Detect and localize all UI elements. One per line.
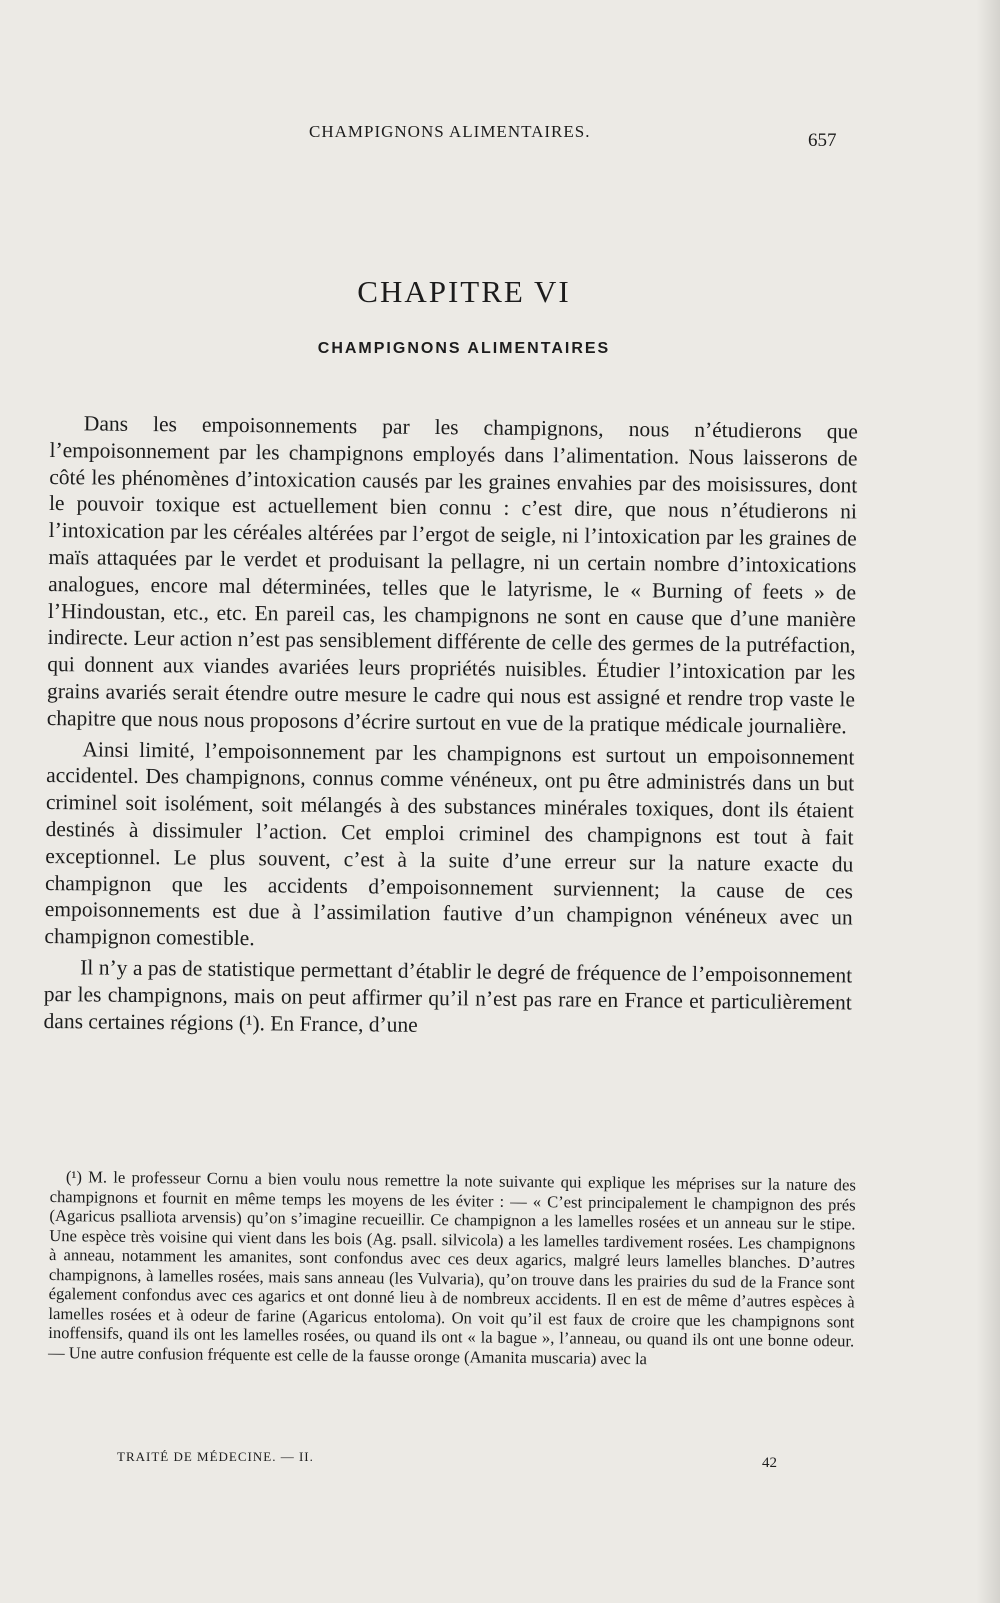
footer-title: TRAITÉ DE MÉDECINE. — II. — [117, 1449, 314, 1464]
running-head: CHAMPIGNONS ALIMENTAIRES. — [309, 122, 591, 141]
page-number: 657 — [808, 130, 837, 151]
paragraph: Ainsi limité, l’empoisonnement par les champignons est surtout un empoisonnement accidentel. Des champignons, connus comme vénéneux, ont pu être administrés dans un but criminel soit isolément, soit mélangés à des substances minérales toxiques, dont ils étaient destinés à dissimuler l’action. Cet emploi criminel des champignons est tout à fait exceptionnel. Le plus souvent, c’est à la suite d’une erreur sur la nature exacte du champignon que les accidents d’empoisonnement surviennent; la cause de ces empoisonnements est due à l’assimilation fautive d’un champignon vénéneux avec un champignon comestible. — [44, 736, 855, 951]
page-edge-shadow — [976, 0, 1000, 1603]
paragraph: Dans les empoisonnements par les champignons, nous n’étudierons que l’empoisonnement par les champignons employés dans l’alimentation. Nous laisserons de côté les phénomènes d’intoxication causés par les graines envahies par des moisissures, dont le pouvoir toxique est actuellement bien connu : c’est dire, que nous n’étudierons ni l’intoxication par les céréales altérées par l’ergot de seigle, ni l’intoxication par les graines de maïs attaquées par le verdet et produisant la pellagre, ni un certain nombre d’intoxications analogues, encore mal déterminées, telles que le latyrisme, le « Burning of feets » de l’Hindoustan, etc., etc. En pareil cas, les champignons ne sont en cause que d’une manière indirecte. Leur action n’est pas sensiblement différente de celle des germes de la putréfaction, qui donnent aux viandes avariées leurs propriétés nuisibles. Étudier l’intoxication par les grains avariés serait étendre outre mesure le cadre qui nous est assigné et rendre trop vaste le chapitre que nous nous proposons d’écrire surtout en vue de la pratique médicale journalière. — [46, 411, 858, 739]
signature-mark: 42 — [762, 1455, 777, 1471]
chapter-number: CHAPITRE VI — [357, 274, 571, 309]
chapter-title: CHAMPIGNONS ALIMENTAIRES — [317, 340, 611, 357]
footnote: (¹) M. le professeur Cornu a bien voulu nous remettre la note suivante qui explique les méprises sur la nature des champignons et fournit en même temps les moyens de les éviter : — « C’est principalement le champignon des prés (Agaricus psalliota arvensis) qu’on s’imagine recueillir. Ce champignon a les lamelles rosées et un anneau sur le stipe. Une espèce très voisine qui vient dans les bois (Ag. psall. silvicola) a les lamelles tardivement rosées. Les champignons à anneau, notamment les amanites, sont confondus avec ces deux agarics, malgré leurs lamelles blanches. D’autres champignons, à lamelles rosées, mais sans anneau (les Vulvaria), qu’on trouve dans les prairies du sud de la France sont également confondus avec ces agarics et ont donné lieu à de nombreux accidents. Il en est de même d’autres espèces à lamelles rosées et à odeur de farine (Agaricus entoloma). On voit qu’il est faux de croire que les champignons sont inoffensifs, quand ils ont les lamelles rosées, ou quand ils ont « la bague », l’anneau, ou quand ils ont une bonne odeur. — Une autre confusion fréquente est celle de la fausse oronge (Amanita muscaria) avec la — [47, 1167, 856, 1368]
paragraph: Il n’y a pas de statistique permettant d’établir le degré de fréquence de l’empoisonnement par les champignons, mais on peut affirmer qu’il n’est pas rare en France et particulièrement dans certaines régions (¹). En France, d’une — [43, 955, 853, 1037]
body-text — [43, 410, 858, 1047]
footnote-block — [48, 1167, 856, 1370]
